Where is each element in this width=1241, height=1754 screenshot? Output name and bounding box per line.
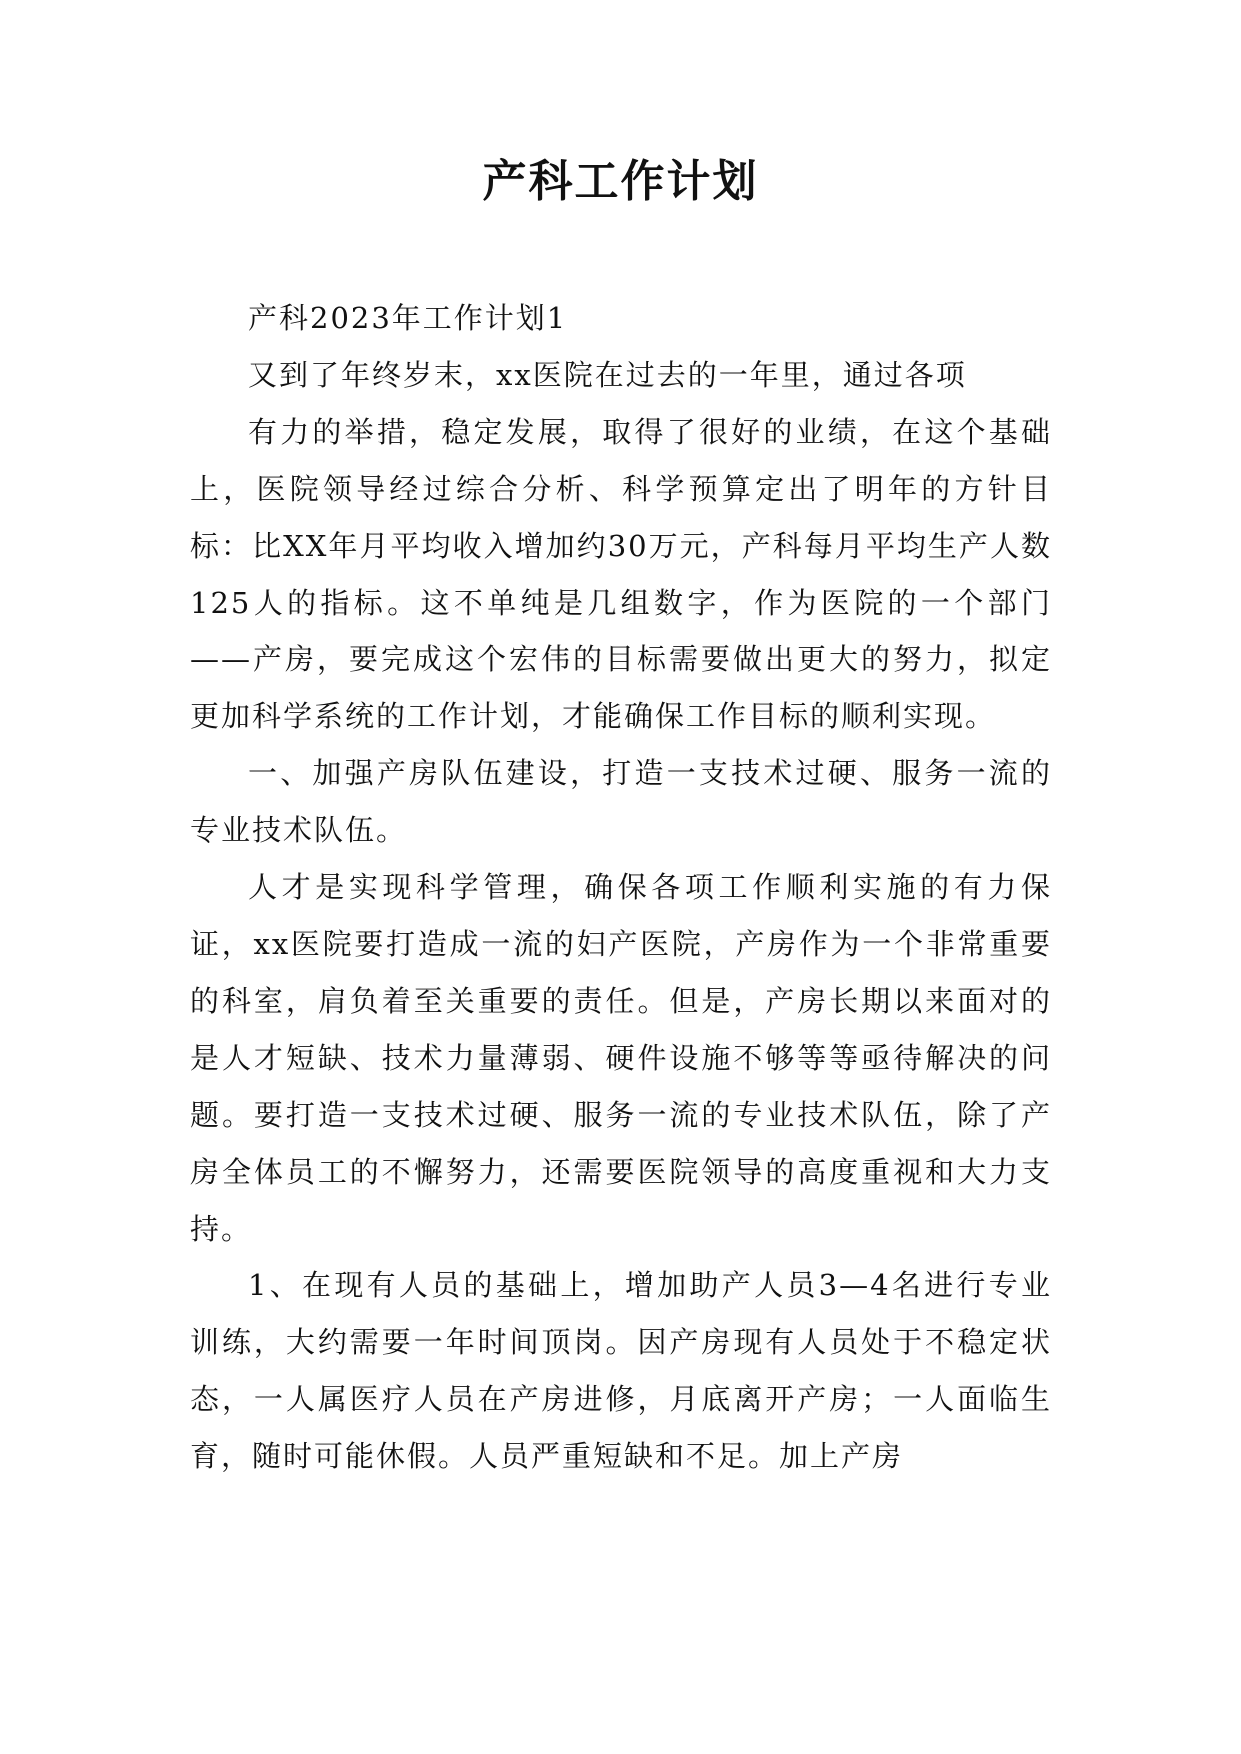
paragraph-goals: 有力的举措，稳定发展，取得了很好的业绩，在这个基础上，医院领导经过综合分析、科学预算定出了明年的方针目标：比XX年月平均收入增加约30万元，产科每月平均生产人数125人的指标。这不单纯是几组数字，作为医院的一个部门——产房，要完成这个宏伟的目标需要做出更大的努力，拟定更加科学系统的工作计划，才能确保工作目标的顺利实现。 (190, 414, 1052, 734)
paragraph-intro: 又到了年终岁末，xx医院在过去的一年里，通过各项 (248, 357, 967, 392)
document-body (190, 290, 1052, 1485)
document-title: 产科工作计划 (482, 156, 759, 207)
paragraph-section-1-heading: 一、加强产房队伍建设，打造一支技术过硬、服务一流的专业技术队伍。 (190, 756, 1052, 848)
paragraph-item-1: 1、在现有人员的基础上，增加助产人员3—4名进行专业训练，大约需要一年时间顶岗。因产房现有人员处于不稳定状态，一人属医疗人员在产房进修，月底离开产房；一人面临生育，随时可能休假。人员严重短缺和不足。加上产房 (190, 1268, 1052, 1474)
paragraph-talent: 人才是实现科学管理，确保各项工作顺利实施的有力保证，xx医院要打造成一流的妇产医院，产房作为一个非常重要的科室，肩负着至关重要的责任。但是，产房长期以来面对的是人才短缺、技术力量薄弱、硬件设施不够等等亟待解决的问题。要打造一支技术过硬、服务一流的专业技术队伍，除了产房全体员工的不懈努力，还需要医院领导的高度重视和大力支持。 (190, 870, 1052, 1246)
paragraph-heading-plan-1: 产科2023年工作计划1 (248, 301, 568, 335)
